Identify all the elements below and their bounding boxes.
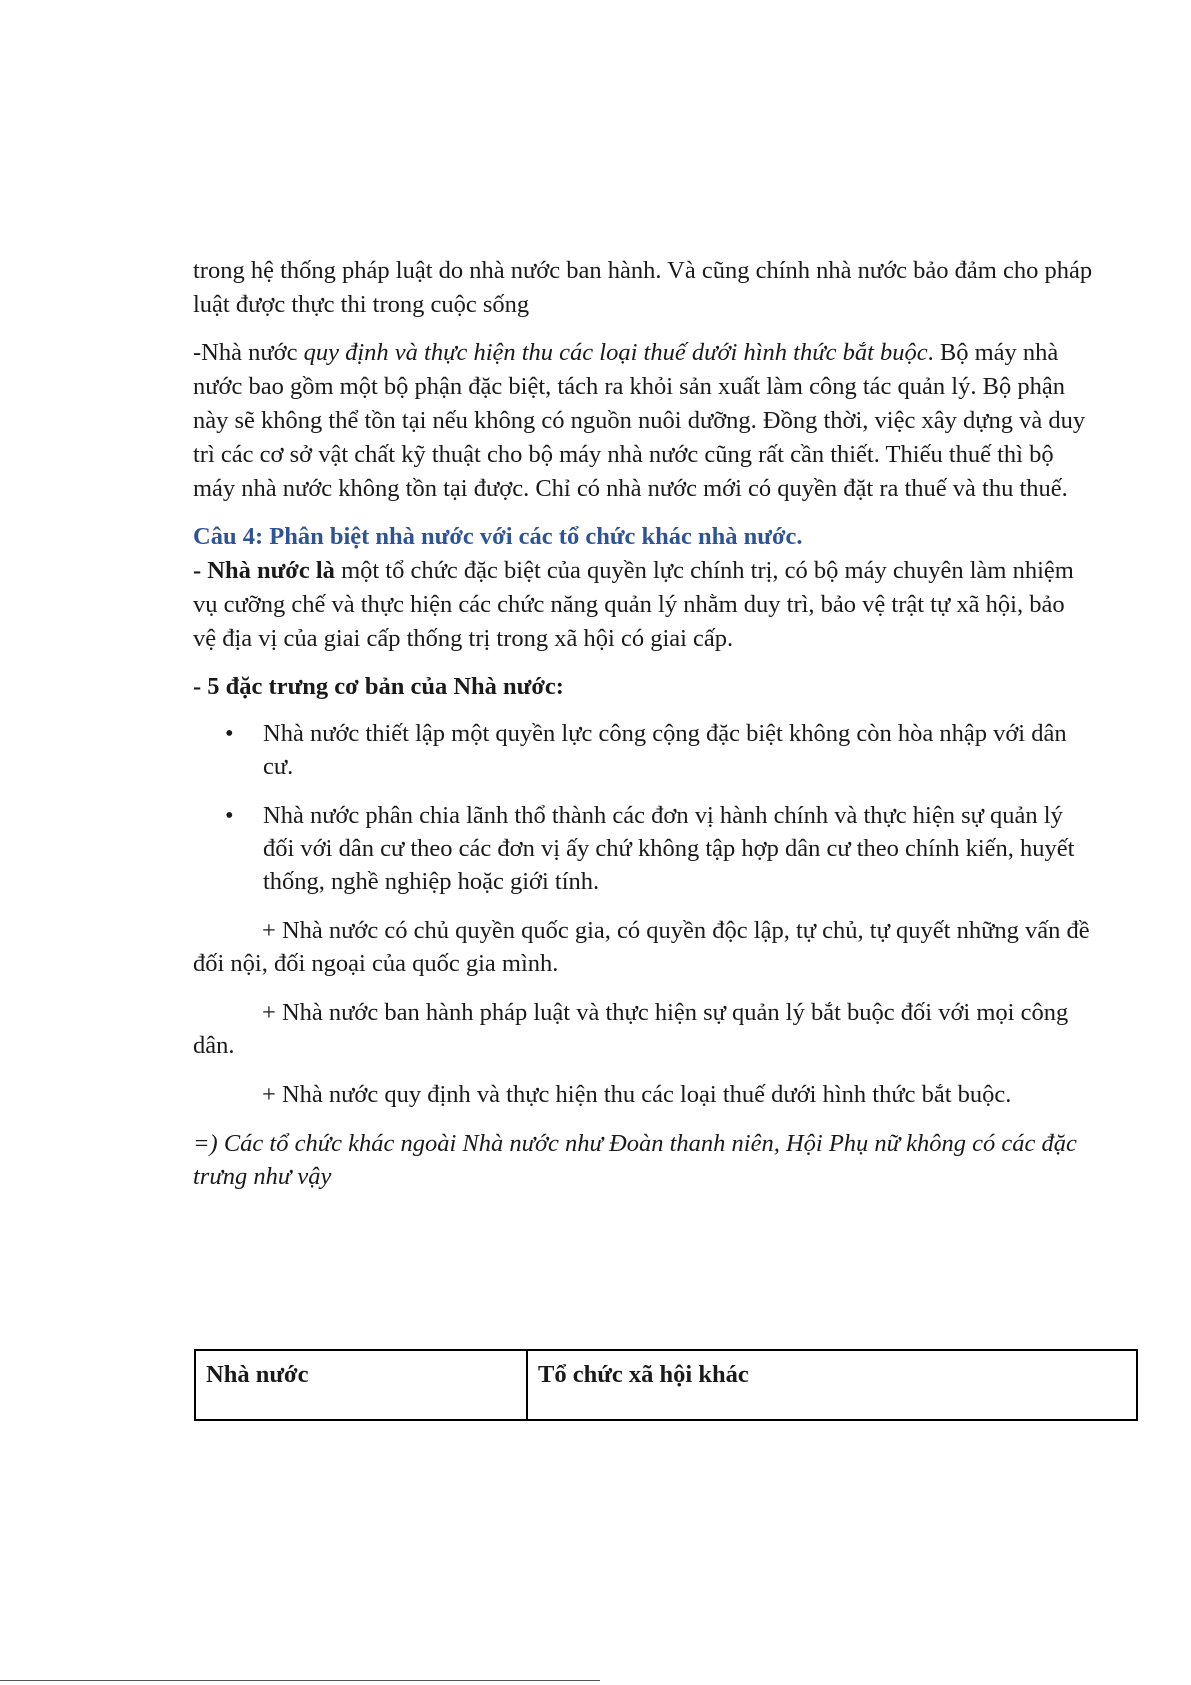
features-bullet-list (193, 717, 1093, 898)
table-header-other-orgs: Tổ chức xã hội khác (527, 1350, 1137, 1420)
comparison-table (194, 1349, 1138, 1421)
state-definition-text: một tổ chức đặc biệt của quyền lực chính trị, có bộ máy chuyên làm nhiệm vụ cưỡng chế và thực hiện các chức năng quản lý nhằm duy trì, bảo vệ trật tự xã hội, bảo vệ địa vị của giai cấp thống trị trong xã hội có giai cấp. (193, 557, 1074, 652)
list-item (193, 717, 1093, 783)
list-item-text: Nhà nước phân chia lãnh thổ thành các đơn vị hành chính và thực hiện sự quản lý đối với dân cư theo các đơn vị ấy chứ không tập hợp dân cư theo chính kiến, huyết thống, nghề nghiệp hoặc giới tính. (263, 802, 1075, 895)
list-item (193, 799, 1093, 898)
section-heading: Câu 4: Phân biệt nhà nước với các tổ chức khác nhà nước. (193, 523, 803, 550)
paragraph-tax-italic: quy định và thực hiện thu các loại thuế dưới hình thức bắt buộc (303, 339, 928, 366)
table-header-row (195, 1350, 1137, 1420)
list-item-text: Nhà nước thiết lập một quyền lực công cộng đặc biệt không còn hòa nhập với dân cư. (263, 720, 1067, 780)
feature-plus-tax: + Nhà nước quy định và thực hiện thu các loại thuế dưới hình thức bắt buộc. (262, 1081, 1012, 1108)
features-title: - 5 đặc trưng cơ bản của Nhà nước: (193, 673, 564, 700)
table-header-state: Nhà nước (195, 1350, 527, 1420)
paragraph-law: trong hệ thống pháp luật do nhà nước ban hành. Và cũng chính nhà nước bảo đảm cho pháp luật được thực thi trong cuộc sống (193, 257, 1093, 318)
feature-plus-law: + Nhà nước ban hành pháp luật và thực hiện sự quản lý bắt buộc đối với mọi công dân. (193, 999, 1069, 1059)
page-bottom-divider (0, 1680, 600, 1681)
paragraph-tax-rest: . Bộ máy nhà nước bao gồm một bộ phận đặc biệt, tách ra khỏi sản xuất làm công tác quản lý. Bộ phận này sẽ không thể tồn tại nếu không có nguồn nuôi dưỡng. Đồng thời, việc xây dựng và duy trì các cơ sở vật chất kỹ thuật cho bộ máy nhà nước cũng rất cần thiết. Thiếu thuế thì bộ máy nhà nước không tồn tại được. Chỉ có nhà nước mới có quyền đặt ra thuế và thu thuế. (193, 339, 1086, 502)
conclusion-note: =) Các tổ chức khác ngoài Nhà nước như Đoàn thanh niên, Hội Phụ nữ không có các đặc trưng như vậy (193, 1130, 1077, 1190)
paragraph-tax (193, 336, 1093, 506)
state-definition-label: - Nhà nước là (193, 557, 335, 584)
bullet-icon: • (225, 802, 234, 829)
bullet-icon: • (225, 720, 234, 747)
paragraph-tax-lead: -Nhà nước (193, 339, 304, 366)
feature-plus-sovereignty: + Nhà nước có chủ quyền quốc gia, có quyền độc lập, tự chủ, tự quyết những vấn đề đối nội, đối ngoại của quốc gia mình. (193, 917, 1090, 977)
document-body (193, 254, 1093, 1193)
state-definition (193, 554, 1093, 656)
